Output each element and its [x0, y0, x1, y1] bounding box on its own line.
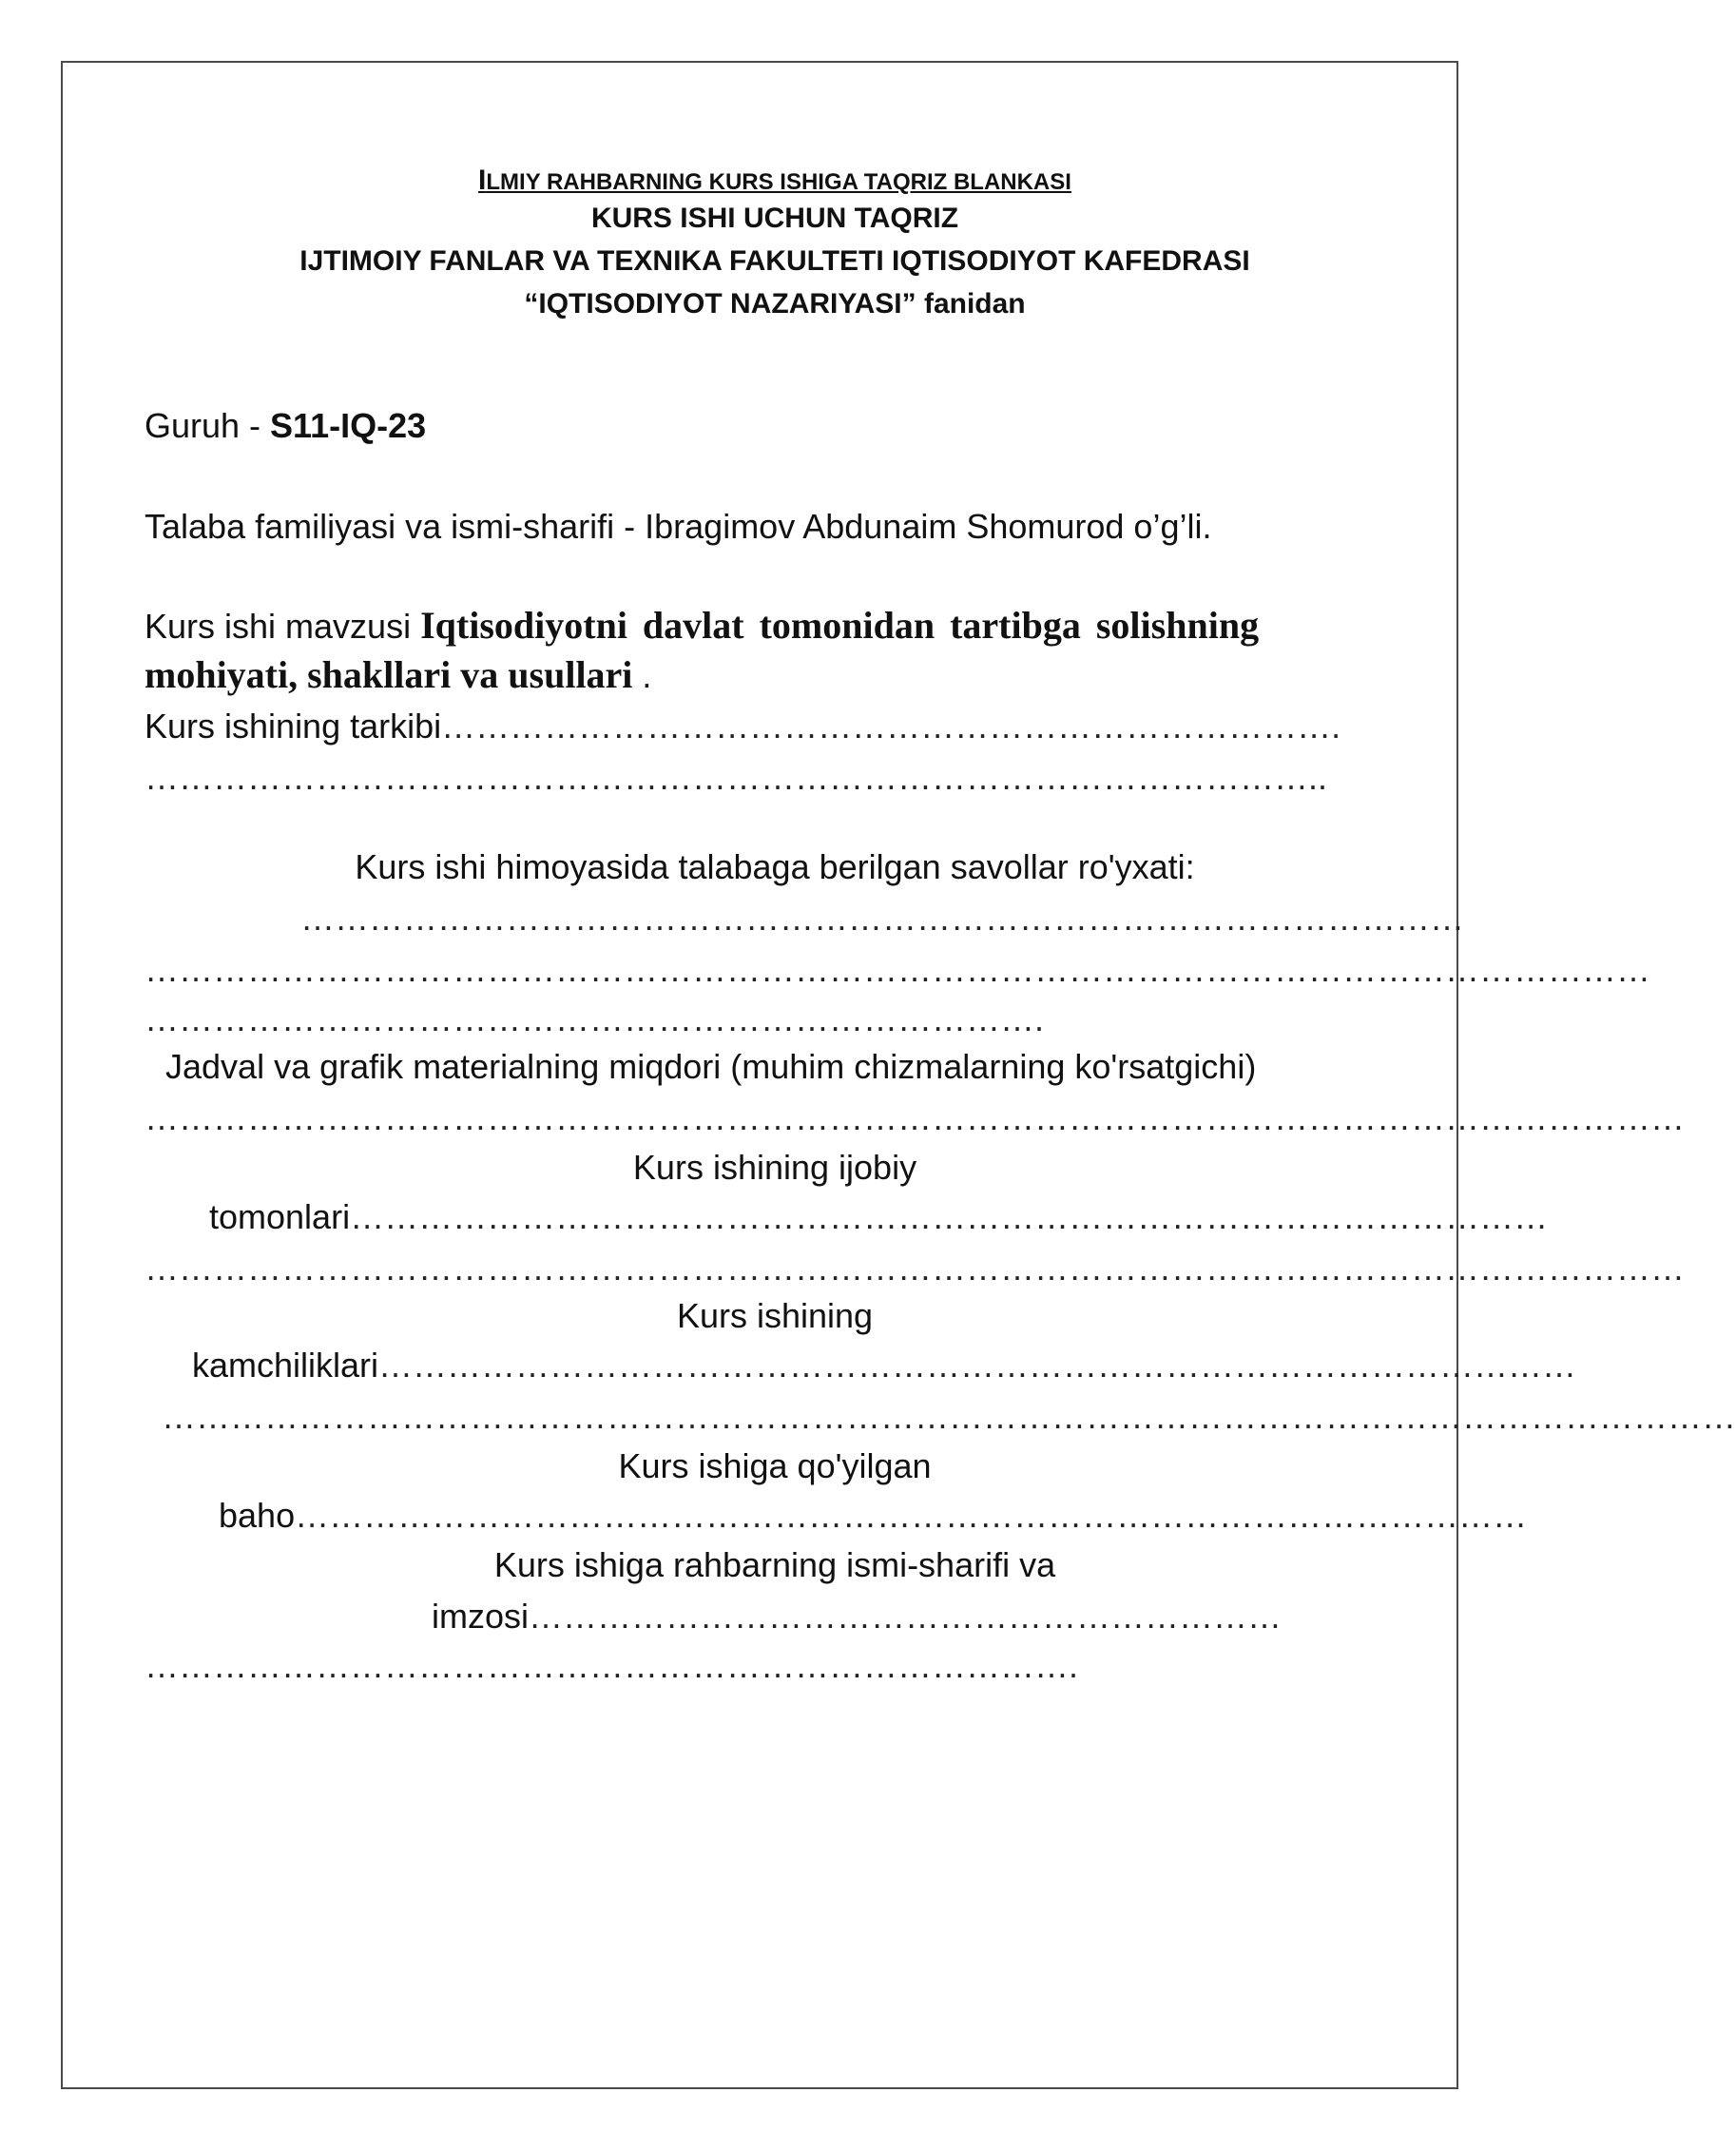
- form-title: KURS ISHI UCHUN TAQRIZ: [590, 203, 959, 234]
- student-label: Talaba familiyasi va ismi-sharifi -: [145, 507, 646, 546]
- group-label: Guruh -: [145, 406, 271, 445]
- positives-dots-2: ………………………………………………………………………………………………………………………: [145, 1249, 1685, 1288]
- group-line: [145, 405, 426, 447]
- content-label: Kurs ishining tarkibi: [145, 707, 442, 746]
- subject-title: “IQTISODIYOT NAZARIYASI” fanidan: [524, 288, 1026, 320]
- form-label: [143, 160, 1407, 203]
- positives-label: tomonlari: [209, 1197, 351, 1236]
- questions-dots-2: ……………………………………………………………………………………………………………………: [145, 950, 1650, 989]
- grade-line: [219, 1495, 1527, 1537]
- positives-title: Kurs ishining ijobiy: [632, 1148, 917, 1187]
- supervisor-dots: …………………………………………………………: [529, 1597, 1283, 1636]
- topic-end: .: [632, 656, 652, 695]
- negatives-title: Kurs ishining: [676, 1296, 874, 1335]
- negatives-dots-2: …………………………………………………………………………………………………………………………: [162, 1397, 1736, 1436]
- questions-dots-1: …………………………………………………………………………………………: [300, 899, 1464, 938]
- faculty-title: IJTIMOIY FANLAR VA TEXNIKA FAKULTETI IQTISODIYOT KAFEDRASI: [299, 245, 1250, 277]
- topic-line-1: [145, 605, 1411, 648]
- tables-dots: ………………………………………………………………………………………………………………………: [145, 1098, 1685, 1137]
- topic-label: Kurs ishi mavzusi: [145, 607, 421, 646]
- negatives-line: [192, 1345, 1576, 1386]
- topic-text-1: Iqtisodiyotni davlat tomonidan tartibga solishning: [420, 604, 1260, 647]
- supervisor-label: imzosi: [432, 1597, 530, 1636]
- group-value: S11-IQ-23: [270, 406, 427, 445]
- positives-dots: ……………………………………………………………………………………………: [350, 1197, 1549, 1236]
- topic-line-2: [145, 654, 651, 697]
- content-dots: …………………………………………………………………….: [441, 707, 1341, 746]
- positives-line: [209, 1196, 1548, 1238]
- topic-text-2: mohiyati, shakllari va usullari: [145, 653, 633, 696]
- tables-label: Jadval va grafik materialning miqdori (muhim chizmalarning ko'rsatgichi): [165, 1047, 1257, 1086]
- supervisor-line: [432, 1596, 1282, 1637]
- supervisor-title: Kurs ishiga rahbarning ismi-sharifi va: [493, 1545, 1056, 1584]
- content-line: [145, 706, 1341, 747]
- content-dots-2: …………………………………………………………………………………………..: [145, 758, 1328, 797]
- grade-dots: ………………………………………………………………………………………………: [295, 1496, 1528, 1535]
- form-label-rest: LMIY RAHBARNING KURS ISHIGA TAQRIZ BLANKASI: [486, 169, 1071, 195]
- supervisor-dots-2: ……………………………………………………………………….: [145, 1646, 1079, 1685]
- student-name: Ibragimov Abdunaim Shomurod o’g’li.: [645, 507, 1212, 546]
- questions-label: Kurs ishi himoyasida talabaga berilgan savollar ro'yxati:: [355, 847, 1195, 886]
- negatives-dots: ……………………………………………………………………………………………: [378, 1346, 1577, 1385]
- form-label-initial: I: [478, 165, 487, 196]
- questions-dots-3: …………………………………………………………………….: [145, 999, 1045, 1038]
- student-line: [145, 506, 1211, 548]
- negatives-label: kamchiliklari: [192, 1346, 379, 1385]
- grade-title: Kurs ishiga qo'yilgan: [618, 1446, 932, 1485]
- grade-label: baho: [219, 1496, 296, 1535]
